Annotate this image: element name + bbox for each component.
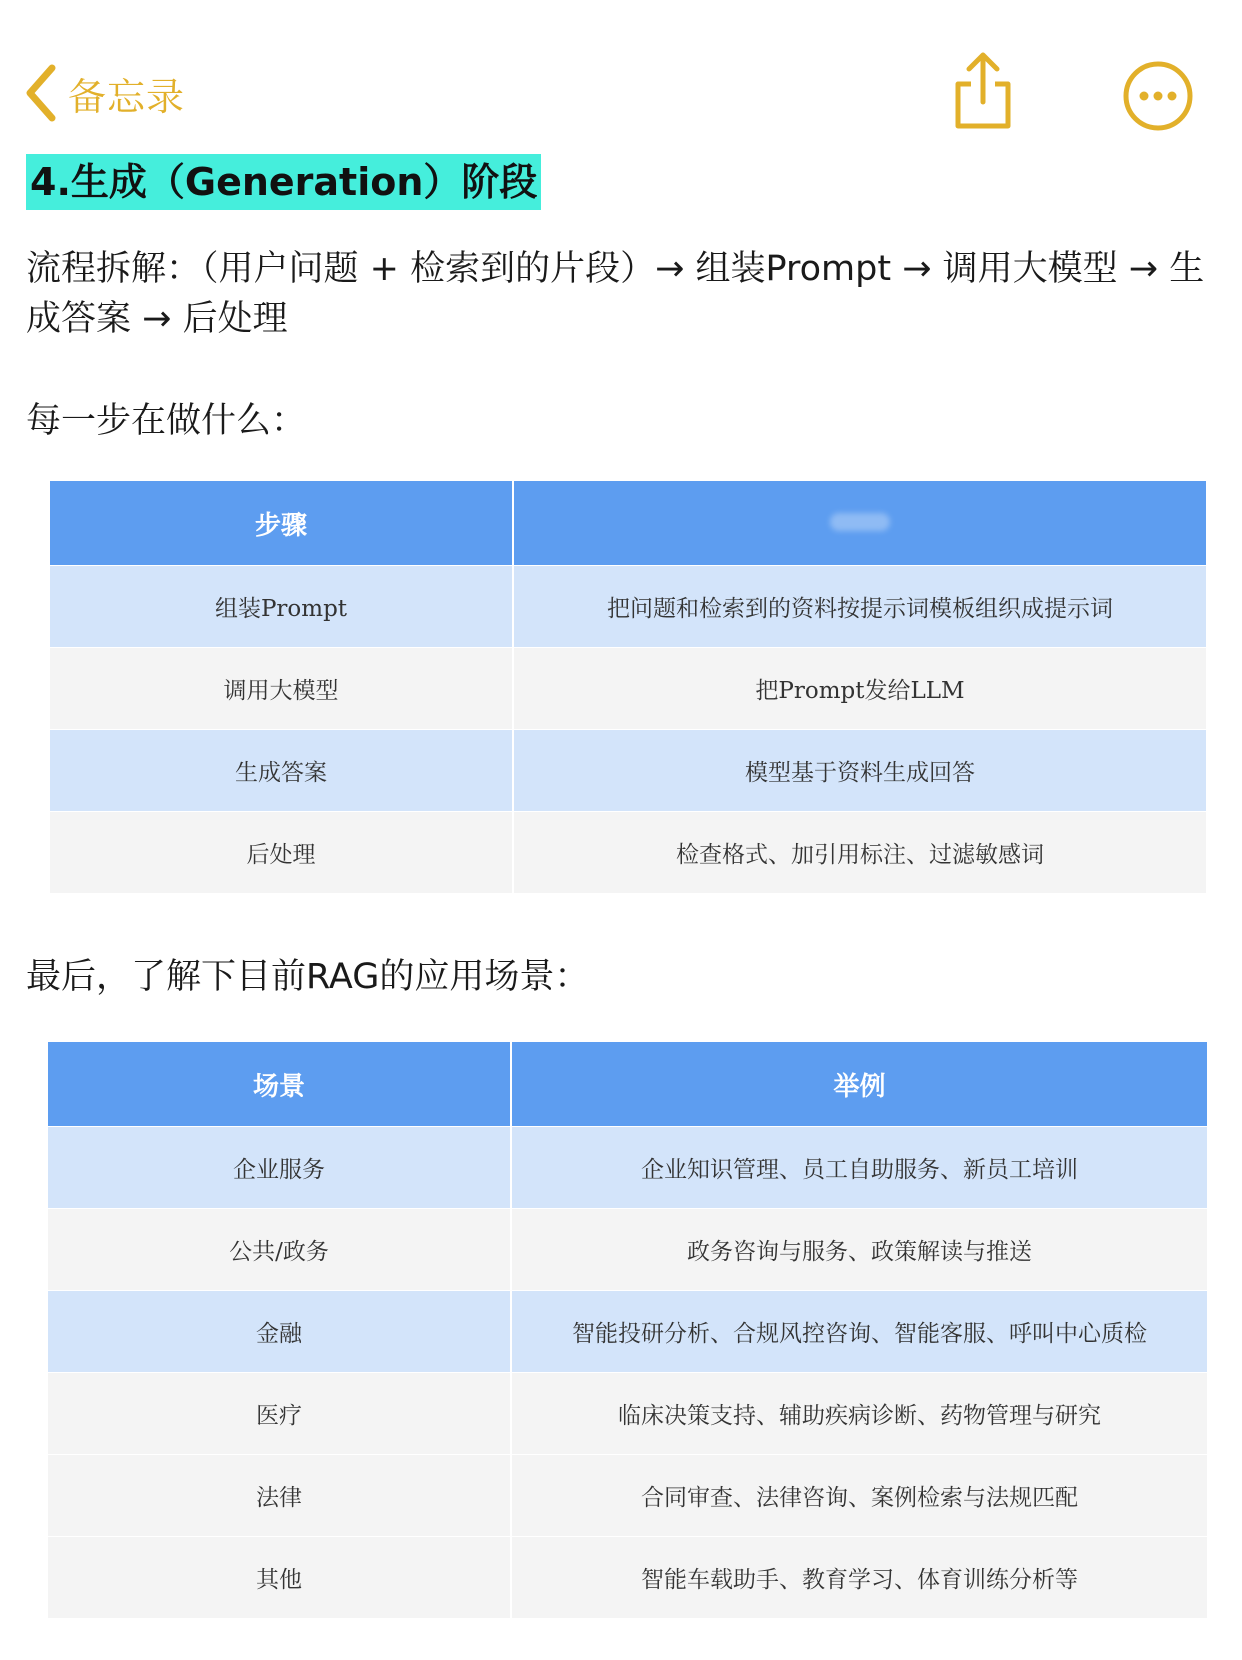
more-icon: [1122, 117, 1194, 136]
chevron-left-icon: [24, 64, 58, 122]
table-row: [50, 566, 1206, 648]
steps-table: [50, 481, 1206, 893]
header-cell-step: 步骤: [50, 481, 513, 566]
table-row: [48, 1537, 1207, 1619]
table-row: [48, 1291, 1207, 1373]
share-icon: [950, 117, 1016, 136]
table-cell: 医疗: [48, 1373, 511, 1455]
table-cell: 把Prompt发给LLM: [513, 648, 1206, 730]
table-cell: 把问题和检索到的资料按提示词模板组织成提示词: [513, 566, 1206, 648]
scenarios-intro: 最后，了解下目前RAG的应用场景：: [26, 957, 590, 997]
table-cell: 临床决策支持、辅助疾病诊断、药物管理与研究: [511, 1373, 1207, 1455]
blurred-header-text: [830, 513, 890, 531]
table-row: [50, 812, 1206, 894]
table-cell: 调用大模型: [50, 648, 513, 730]
table-cell: 其他: [48, 1537, 511, 1619]
share-button[interactable]: [950, 50, 1016, 132]
back-label: 备忘录: [68, 74, 186, 119]
table-cell: 法律: [48, 1455, 511, 1537]
table-row: [50, 730, 1206, 812]
header-cell-blurred: [513, 481, 1206, 566]
table-header-row: [48, 1042, 1207, 1127]
table-cell: 模型基于资料生成回答: [513, 730, 1206, 812]
table-cell: 企业服务: [48, 1127, 511, 1209]
more-button[interactable]: [1122, 60, 1194, 132]
table-row: [50, 648, 1206, 730]
steps-intro: 每一步在做什么：: [26, 401, 307, 441]
scenarios-table: [48, 1042, 1207, 1618]
header-cell-scenario: 场景: [48, 1042, 511, 1127]
table-row: [48, 1373, 1207, 1455]
header-cell-example: 举例: [511, 1042, 1207, 1127]
nav-bar: [0, 0, 1242, 150]
table-row: [48, 1209, 1207, 1291]
table-cell: 智能投研分析、合规风控咨询、智能客服、呼叫中心质检: [511, 1291, 1207, 1373]
table-row: [48, 1455, 1207, 1537]
table-cell: 后处理: [50, 812, 513, 894]
table-cell: 公共/政务: [48, 1209, 511, 1291]
table-header-row: [50, 481, 1206, 566]
table-cell: 金融: [48, 1291, 511, 1373]
table-cell: 智能车载助手、教育学习、体育训练分析等: [511, 1537, 1207, 1619]
section-heading: 4.生成（Generation）阶段: [26, 154, 541, 210]
back-button[interactable]: [24, 58, 185, 128]
table-cell: 企业知识管理、员工自助服务、新员工培训: [511, 1127, 1207, 1209]
table-cell: 政务咨询与服务、政策解读与推送: [511, 1209, 1207, 1291]
table-cell: 合同审查、法律咨询、案例检索与法规匹配: [511, 1455, 1207, 1537]
table-row: [48, 1127, 1207, 1209]
table-cell: 生成答案: [50, 730, 513, 812]
table-cell: 检查格式、加引用标注、过滤敏感词: [513, 812, 1206, 894]
flow-paragraph: 流程拆解：（用户问题 + 检索到的片段）→ 组装Prompt → 调用大模型 → 生成答案 → 后处理: [26, 249, 1205, 339]
table-cell: 组装Prompt: [50, 566, 513, 648]
